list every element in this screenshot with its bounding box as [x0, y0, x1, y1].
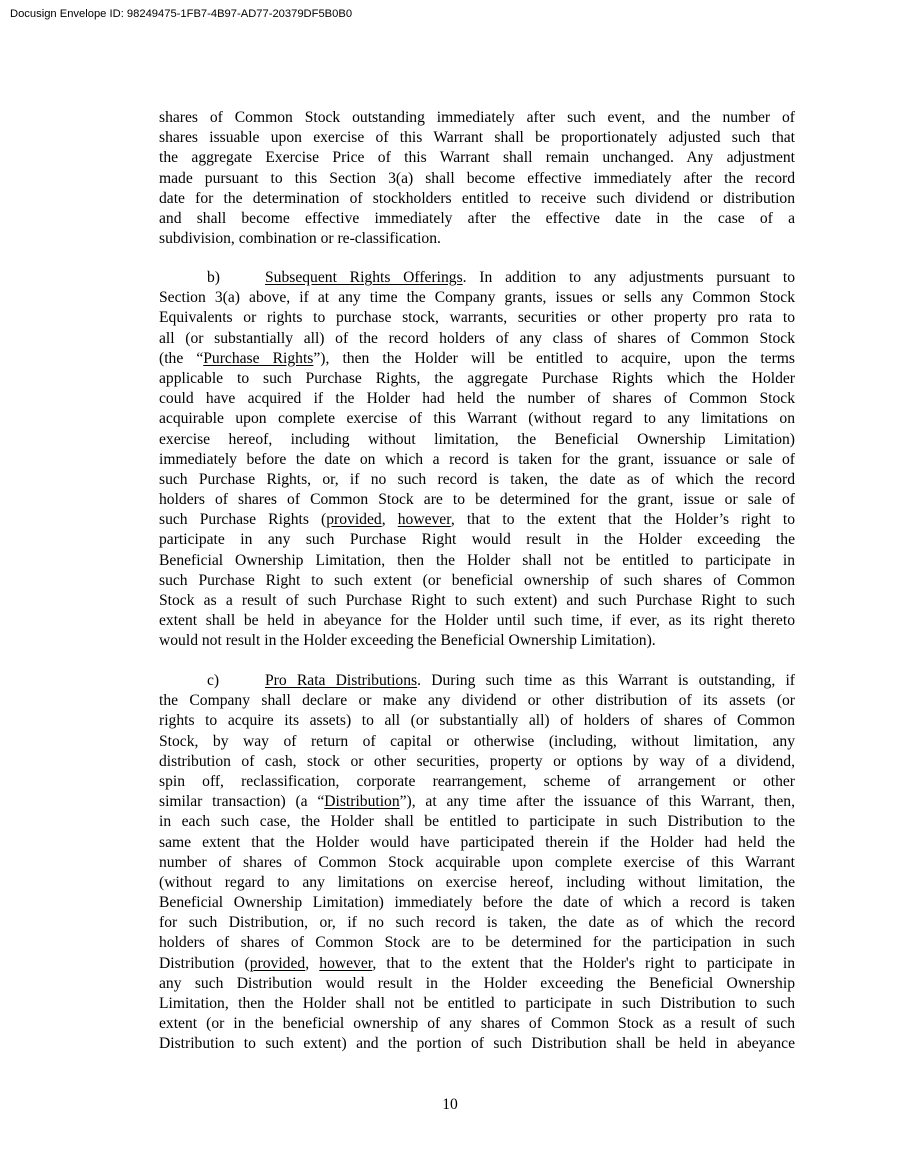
text-segment: shares issuable upon exercise of this Warrant shall be proportionately adjusted such that [159, 129, 795, 147]
text-line [159, 349, 795, 369]
text-line [159, 268, 795, 288]
text-segment: same extent that the Holder would have participated therein if the Holder had held the [159, 833, 795, 851]
paragraph-subsequent-rights-offerings [159, 268, 795, 652]
text-segment: any such Distribution would result in the Holder exceeding the Beneficial Ownership [159, 974, 795, 992]
text-segment: Stock, by way of return of capital or otherwise (including, without limitation, any [159, 732, 795, 750]
text-segment: the aggregate Exercise Price of this Warrant shall remain unchanged. Any adjustment [159, 149, 795, 167]
text-line [159, 229, 795, 249]
docusign-envelope-id: Docusign Envelope ID: 98249475-1FB7-4B97-AD77-20379DF5B0B0 [10, 8, 353, 20]
text-segment: could have acquired if the Holder had held the number of shares of Common Stock [159, 390, 795, 408]
text-segment: the Company shall declare or make any dividend or other distribution of its assets (or [159, 692, 795, 710]
text-segment: shares of Common Stock outstanding immediately after such event, and the number of [159, 109, 795, 126]
text-segment: Beneficial Ownership Limitation, then the Holder shall not be entitled to participate in [159, 551, 795, 569]
text-line [159, 389, 795, 409]
text-segment: such Purchase Rights ( [159, 511, 327, 529]
text-line [159, 369, 795, 389]
text-line [159, 450, 795, 470]
text-segment: such Purchase Right to such extent (or beneficial ownership of such shares of Common [159, 571, 795, 589]
text-line [159, 853, 795, 873]
text-line [159, 470, 795, 490]
text-segment: Distribution to such extent) and the portion of such Distribution shall be held in abeyance [159, 1035, 795, 1053]
text-line [159, 1014, 795, 1034]
text-segment: similar transaction) (a “ [159, 793, 325, 811]
text-line [159, 308, 795, 328]
text-line [159, 209, 795, 229]
text-segment: , [305, 954, 320, 972]
text-segment: . In addition to any adjustments pursuant to [462, 269, 795, 286]
text-segment: date for the determination of stockholders entitled to receive such dividend or distribution [159, 189, 795, 207]
paragraph-pro-rata-distributions [159, 671, 795, 1055]
text-segment: applicable to such Purchase Rights, the aggregate Purchase Rights which the Holder [159, 369, 795, 387]
text-line [159, 571, 795, 591]
text-segment: acquirable upon complete exercise of this Warrant (without regard to any limitations on [159, 410, 795, 428]
underlined-term: Purchase Rights [203, 349, 314, 367]
paragraph-adjustment-continuation [159, 108, 795, 249]
text-line [159, 893, 795, 913]
text-line [159, 954, 795, 974]
text-segment: all (or substantially all) of the record holders of any class of shares of Common Stock [159, 329, 795, 347]
text-line [159, 510, 795, 530]
text-segment: made pursuant to this Section 3(a) shall become effective immediately after the record [159, 169, 795, 187]
section-label: c) [207, 672, 220, 689]
text-segment: subdivision, combination or re-classification. [159, 230, 441, 248]
text-line [159, 833, 795, 853]
underlined-term: however [397, 511, 451, 529]
text-line [159, 128, 795, 148]
text-segment: Equivalents or rights to purchase stock, warrants, securities or other property pro rata to [159, 309, 795, 327]
text-segment: for such Distribution, or, if no such record is taken, the date as of which the record [159, 914, 795, 932]
underlined-term: Pro Rata Distributions [265, 672, 418, 689]
text-line [159, 1034, 795, 1054]
text-line [159, 691, 795, 711]
text-segment: extent (or in the beneficial ownership of any shares of Common Stock as a result of such [159, 1015, 795, 1033]
text-line [159, 108, 795, 128]
text-line [159, 772, 795, 792]
text-line [159, 752, 795, 772]
page-number: 10 [442, 1096, 458, 1113]
section-label: b) [207, 269, 220, 286]
text-line [159, 812, 795, 832]
text-line [159, 169, 795, 189]
text-line [159, 288, 795, 308]
text-segment: extent shall be held in abeyance for the Holder until such time, if ever, as its right thereto [159, 612, 795, 630]
text-segment: ”), at any time after the issuance of this Warrant, then, [399, 793, 795, 811]
text-line [159, 792, 795, 812]
underlined-term: provided [326, 511, 382, 529]
text-segment: holders of shares of Common Stock are to be determined for the participation in such [159, 934, 795, 952]
underlined-term: Subsequent Rights Offerings [265, 269, 463, 286]
text-segment: would not result in the Holder exceeding the Beneficial Ownership Limitation). [159, 632, 656, 650]
text-segment: participate in any such Purchase Right would result in the Holder exceeding the [159, 531, 795, 549]
text-line [159, 671, 795, 691]
text-segment: number of shares of Common Stock acquirable upon complete exercise of this Warrant [159, 853, 795, 871]
text-line [159, 490, 795, 510]
text-line [159, 551, 795, 571]
underlined-term: however [319, 954, 373, 972]
text-line [159, 329, 795, 349]
text-segment: Stock as a result of such Purchase Right to such extent) and such Purchase Right to such [159, 592, 795, 609]
text-segment: Limitation, then the Holder shall not be entitled to participate in such Distribution to such [159, 995, 795, 1012]
text-segment: , [381, 511, 398, 529]
text-segment: (without regard to any limitations on exercise hereof, including without limitation, the [159, 873, 795, 891]
text-line [159, 530, 795, 550]
text-segment: (the “ [159, 349, 204, 367]
text-segment: immediately before the date on which a record is taken for the grant, issuance or sale of [159, 450, 795, 468]
text-segment: , that to the extent that the Holder’s right to [450, 511, 795, 529]
text-line [159, 933, 795, 953]
text-line [159, 913, 795, 933]
text-segment: rights to acquire its assets) to all (or substantially all) of holders of shares of Common [159, 712, 795, 730]
text-line [159, 148, 795, 168]
text-segment: Distribution ( [159, 954, 250, 972]
text-line [159, 409, 795, 429]
text-segment: and shall become effective immediately after the effective date in the case of a [159, 209, 795, 227]
text-segment: distribution of cash, stock or other securities, property or options by way of a dividend, [159, 752, 795, 770]
text-segment: exercise hereof, including without limitation, the Beneficial Ownership Limitation) [159, 430, 795, 448]
text-segment: in each such case, the Holder shall be entitled to participate in such Distribution to the [159, 813, 795, 831]
text-line [159, 189, 795, 209]
text-line [159, 711, 795, 731]
text-line [159, 732, 795, 752]
text-segment: Section 3(a) above, if at any time the Company grants, issues or sells any Common Stock [159, 289, 795, 307]
text-line [159, 591, 795, 611]
text-line [159, 873, 795, 893]
text-segment: , that to the extent that the Holder's right to participate in [372, 954, 795, 972]
text-line [159, 611, 795, 631]
text-segment: . During such time as this Warrant is outstanding, if [417, 672, 795, 689]
text-line [159, 994, 795, 1014]
underlined-term: provided [249, 954, 306, 972]
text-line [159, 631, 795, 651]
text-segment: holders of shares of Common Stock are to be determined for the grant, issue or sale of [159, 491, 795, 509]
text-segment: Beneficial Ownership Limitation) immediately before the date of which a record is taken [159, 894, 795, 912]
text-segment: spin off, reclassification, corporate rearrangement, scheme of arrangement or other [159, 772, 795, 790]
text-line [159, 974, 795, 994]
text-segment: ”), then the Holder will be entitled to acquire, upon the terms [313, 349, 795, 367]
text-line [159, 430, 795, 450]
text-segment: such Purchase Rights, or, if no such record is taken, the date as of which the record [159, 470, 795, 488]
underlined-term: Distribution [324, 793, 400, 811]
